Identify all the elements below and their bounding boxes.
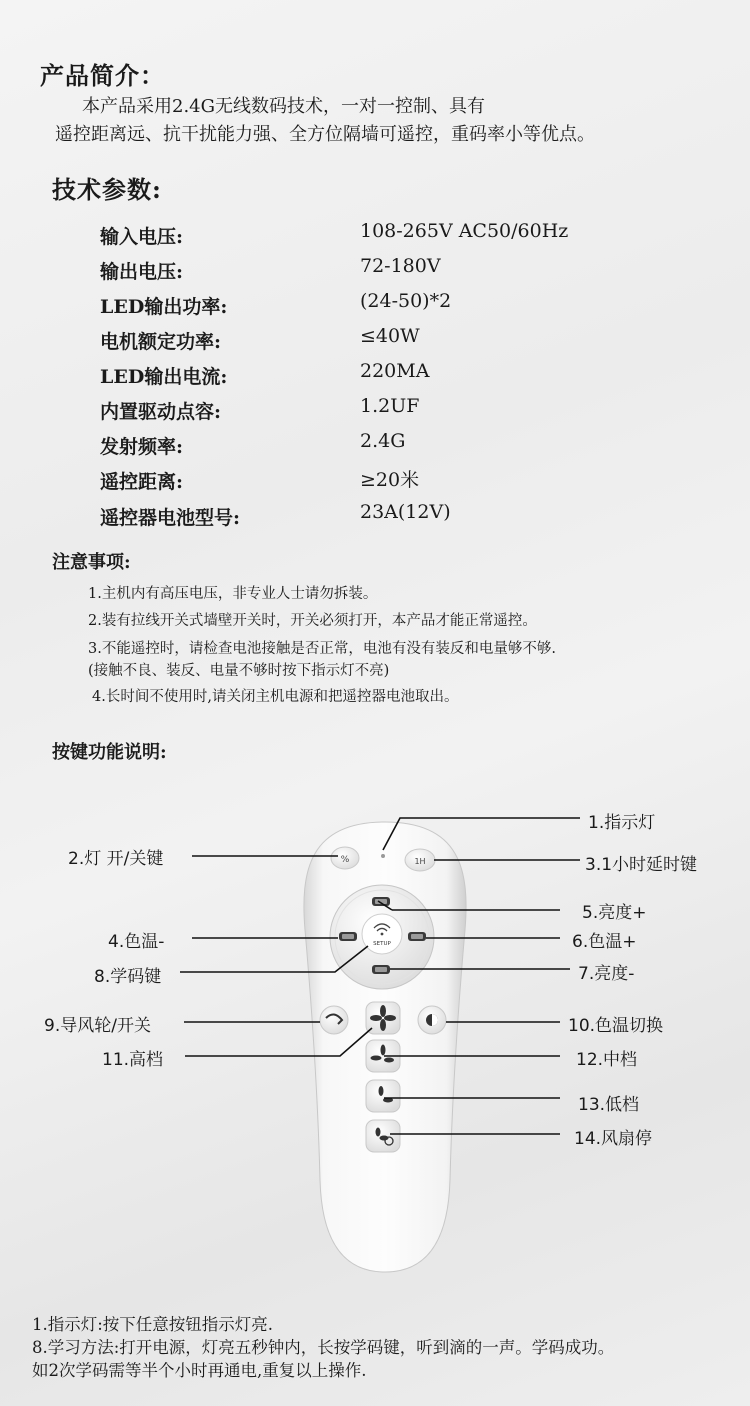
note-item: 1.主机内有高压电压，非专业人士请勿拆装。 — [88, 586, 378, 602]
callout-indicator: 1.指示灯 — [588, 813, 656, 833]
footer-line-3: 如2次学码需等半个小时再通电,重复以上操作. — [32, 1361, 367, 1380]
spec-label: 内置驱动点容: — [100, 401, 222, 423]
spec-label: 发射频率: — [100, 436, 184, 458]
callout-fan-medium: 12.中档 — [576, 1050, 638, 1070]
footer-line-1: 1.指示灯:按下任意按钮指示灯亮. — [32, 1315, 274, 1334]
spec-value: 1.2UF — [360, 395, 420, 417]
callout-fan-high: 11.高档 — [102, 1050, 164, 1070]
callout-color-temp-up: 6.色温+ — [572, 932, 637, 952]
spec-value: ≤40W — [360, 325, 420, 347]
spec-value: 23A(12V) — [360, 501, 451, 523]
callout-color-temp-switch: 10.色温切换 — [568, 1016, 664, 1036]
spec-label: LED输出电流: — [100, 366, 228, 388]
spec-label: 输入电压: — [100, 226, 184, 248]
spec-value: ≥20米 — [360, 469, 420, 491]
footer-line-2: 8.学习方法:打开电源，灯亮五秒钟内，长按学码键，听到滴的一声。学码成功。 — [32, 1338, 615, 1357]
svg-text:1H: 1H — [414, 857, 426, 866]
indicator-light — [381, 854, 385, 858]
setup-label: SETUP — [373, 941, 391, 947]
intro-line-2: 遥控距离远、抗干扰能力强、全方位隔墙可遥控，重码率小等优点。 — [55, 124, 595, 145]
callout-learn: 8.学码键 — [94, 967, 162, 987]
callout-light-power: 2.灯 开/关键 — [68, 849, 164, 869]
color-temp-down-button[interactable] — [339, 932, 357, 941]
spec-label: LED输出功率: — [100, 296, 228, 318]
callout-timer: 3.1小时延时键 — [585, 855, 698, 875]
specs-title: 技术参数: — [52, 175, 162, 204]
setup-learn-button[interactable] — [362, 914, 402, 954]
callout-deflector: 9.导风轮/开关 — [44, 1016, 151, 1036]
light-power-button[interactable] — [331, 847, 359, 869]
callout-brightness-down: 7.亮度- — [578, 964, 635, 984]
intro-title: 产品简介： — [40, 61, 165, 90]
brightness-up-button[interactable] — [372, 897, 390, 906]
spec-label: 遥控器电池型号: — [100, 507, 241, 529]
svg-text:%: % — [340, 855, 350, 865]
spec-value: 220MA — [360, 360, 430, 382]
note-item: 2.装有拉线开关式墙壁开关时，开关必须打开，本产品才能正常遥控。 — [88, 613, 537, 629]
note-item: 3.不能遥控时，请检查电池接触是否正常，电池有没有装反和电量够不够. — [88, 641, 556, 657]
spec-value: 2.4G — [360, 430, 406, 452]
spec-label: 输出电压: — [100, 261, 184, 283]
callout-fan-low: 13.低档 — [578, 1095, 640, 1115]
color-temp-switch-button[interactable] — [418, 1006, 446, 1034]
deflector-toggle-button[interactable] — [320, 1006, 348, 1034]
fan-low-button[interactable] — [366, 1080, 400, 1112]
callout-fan-stop: 14.风扇停 — [574, 1129, 653, 1149]
spec-value: 108-265V AC50/60Hz — [360, 220, 569, 242]
note-item: 4.长时间不使用时,请关闭主机电源和把遥控器电池取出。 — [92, 689, 459, 705]
spec-label: 遥控距离: — [100, 471, 184, 493]
callout-brightness-up: 5.亮度+ — [582, 903, 647, 923]
buttons-title: 按键功能说明: — [52, 742, 167, 763]
spec-value: 72-180V — [360, 255, 441, 277]
brightness-down-button[interactable] — [372, 965, 390, 974]
color-temp-up-button[interactable] — [408, 932, 426, 941]
spec-label: 电机额定功率: — [100, 331, 222, 353]
intro-line-1: 本产品采用2.4G无线数码技术，一对一控制、具有 — [82, 96, 486, 117]
fan-stop-button[interactable] — [366, 1120, 400, 1152]
notes-title: 注意事项: — [52, 552, 131, 573]
spec-value: (24-50)*2 — [360, 290, 452, 312]
timer-1h-button[interactable] — [405, 849, 435, 871]
callout-color-temp-down: 4.色温- — [108, 932, 165, 952]
note-item: (接触不良、装反、电量不够时按下指示灯不亮) — [88, 663, 390, 679]
